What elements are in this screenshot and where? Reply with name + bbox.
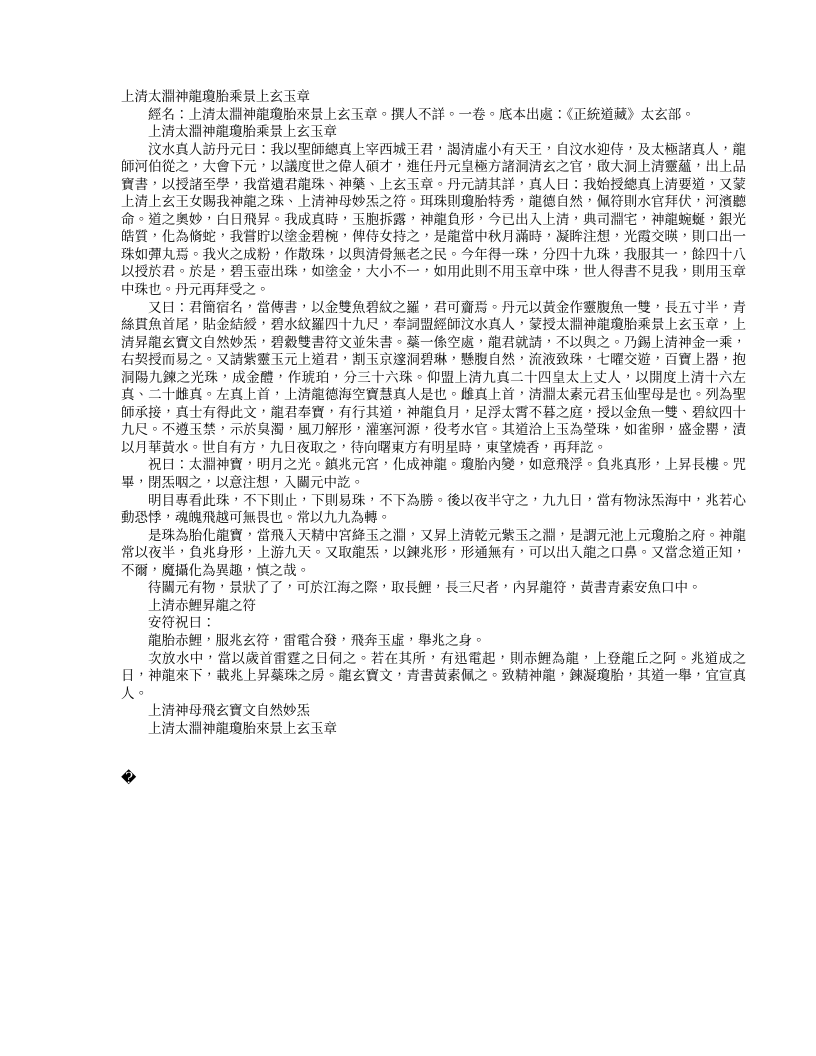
body-paragraph-2: 又曰：君簡宿名，當傳書，以金雙魚碧紋之羅，君可齎焉。丹元以黃金作靈腹魚一雙，長五寸半，青絲貫魚首尾，貼金結綬，碧水紋羅四十九尺，奉詞盟經師汶水真人，蒙授太淵神龍瓊胎乘景上玄玉章，上清昇龍玄寶文自然妙炁，碧縠雙書符文並朱書。蘂一係空處，龍君就請，不以與之。乃錫上清神金一乘，右契授而易之。又請紫靈玉元上道君，割玉京邃洞碧琳，懸腹自然，流液致珠，七曜交遊，百寶上器，抱洞陽九鍊之光珠，成金醴，作琥珀，分三十六珠。仰盟上清九真二十四皇太上丈人，以開度上清十六左真、二十雌真。左真上首，上清龍德海空寶慧真人是也。雌真上首，清淵太素元君玉仙聖母是也。列為聖師承接，真士有得此文，龍君奉寶，有行其道，神龍負月，足浮太霄不暮之庭，授以金魚一雙、碧紋四十九尺。不遵玉禁，示於臭濁，風刀解形，灌塞河源，役考水官。其道洽上玉為瑩珠，如雀卵，盛金罌，漬以月華黃水。世自有方，九日夜取之，待向曙東方有明星時，東望燒香，再拜訖。 [121,299,746,455]
talisman-incantation-text: 龍胎赤鯉，服兆玄符，雷電合發，飛奔玉虛，舉兆之身。 [148,632,486,648]
body-paragraph-1: 汶水真人訪丹元曰：我以聖師總真上宰西城王君，謁清虛小有天王，自汶水迎侍，及太極諸真人，龍師河伯從之，大會下元，以議度世之偉人碩才，進任丹元皇極方諸洞清玄之官，啟大洞上清靈蘊，出上品寶書，以授諸至學，我當遺君龍珠、神藥、上玄玉章。丹元請其詳，真人曰：我始授總真上清要道，又蒙上清上玄王女賜我神龍之珠、上清神母妙炁之符。珥珠則瓊胎特秀，龍德自然，佩符則水官拜伏，河濱聽命。道之奧妙，白日飛昇。我成真時，玉胞拆露，神龍負形，今已出入上清，典司淵宅，神龍蜿蜒，銀光皓質，化為脩蛇，我嘗貯以塗金碧椀，俾侍女持之，是龍當中秋月滿時，凝眸注想，光霞交暎，則口出一珠如彈丸焉。我火之成粉，作散珠，以與清骨無老之民。今年得一珠，分四十九珠，我服其一，餘四十八以授於君。於是，碧玉壺出珠，如塗金，大小不一，如用此則不用玉章中珠，世人得書不見我，則用玉章中珠也。丹元再拜受之。 [121,141,746,298]
closing-line-1: 上清神母飛玄寶文自然妙炁 [148,703,310,719]
talisman-incantation-label: 安符祝曰： [148,615,216,631]
body-paragraph-3: 明目專看此珠，不下則止，下則易珠，不下為勝。後以夜半守之，九九日，當有物泳炁海中，兆若心動恐悸，魂魄飛越可無畏也。常以九九為轉。 [121,492,746,526]
talisman-heading: 上清赤鯉昇龍之符 [148,597,256,613]
body-paragraph-6: 次放水中，當以歲首雷霆之日伺之。若在其所，有迅電起，則赤鯉為龍，上登龍丘之阿。兆道成之日，神龍來下，載兆上昇蘂珠之房。龍玄寶文，青書黃素佩之。致精神龍，鍊凝瓊胎，其道一舉，宜宣真人。 [121,650,746,701]
chapter-title: 上清太淵神龍瓊胎乘景上玄玉章 [148,124,337,140]
document-title: 上清太淵神龍瓊胎乘景上玄玉章 [121,89,310,104]
closing-line-2: 上清太淵神龍瓊胎來景上玄玉章 [148,720,337,736]
bibliographic-note: 經名：上清太淵神龍瓊胎來景上玄玉章。撰人不詳。一卷。底本出處：《正統道藏》太玄部。 [148,106,695,122]
incantation-paragraph: 祝曰：太淵神寶，明月之光。鎮兆元宮，化成神龍。瓊胎內變，如意飛浮。負兆真形，上昇長樓。咒畢，閉炁咽之，以意注想，入關元中訖。 [121,457,746,491]
body-paragraph-5: 待關元有物，景狀了了，可於江海之際，取長鯉，長三尺者，內昇龍符，黃書青素安魚口中。 [148,580,702,596]
body-paragraph-4: 是珠為胎化龍寶，當飛入天精中宮絳玉之淵，又昇上清乾元紫玉之淵，是謂元池上元瓊胎之府。神龍常以夜半，負兆身形，上游九天。又取龍炁，以鍊兆形，形通無有，可以出入龍之口鼻。又當念道正知，不爾，魔攝化為異趣，慎之哉。 [121,527,746,578]
replacement-character-glyph: � [121,771,137,788]
document-body [121,88,746,789]
